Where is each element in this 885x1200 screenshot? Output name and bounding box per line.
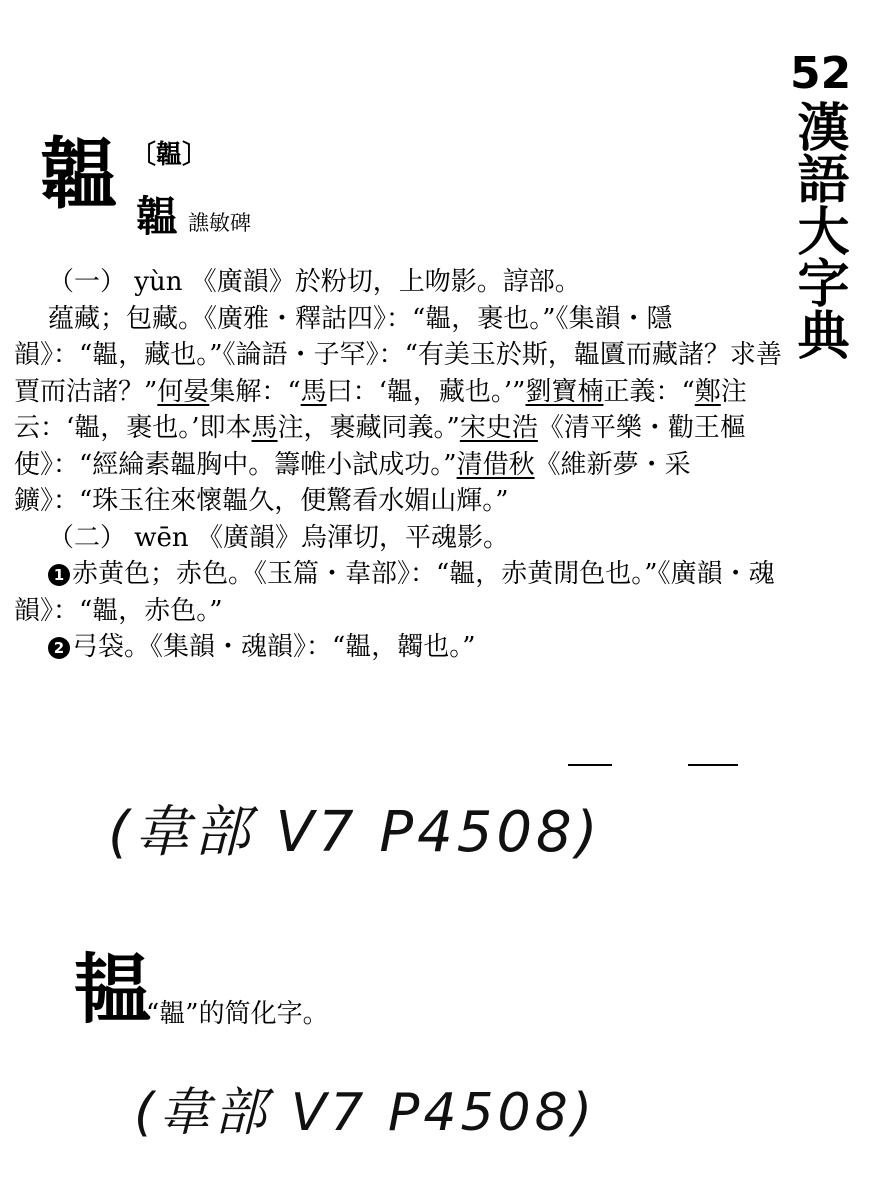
sense-2 (14, 629, 784, 666)
reading-2-label: （二） (48, 522, 127, 553)
reading-2-pinyin: wēn (134, 522, 189, 553)
person-name: 借秋 (482, 449, 535, 480)
sense-1 (14, 556, 784, 629)
reading-2-header (14, 520, 784, 557)
variant-bracket: 〔韞〕 (130, 140, 209, 170)
handwritten-annotation: (韋部 V7 P4508) (108, 800, 602, 865)
sense-number-2: 2 (48, 637, 70, 659)
volume-number: 52 (790, 48, 852, 99)
reading-1-label: （一） (48, 267, 127, 297)
variant-glyph: 韞 (136, 192, 179, 241)
reading-1-header (14, 264, 784, 301)
sense-1-text: 赤黄色；赤色。《玉篇・韋部》：“韞，赤黄閒色也。”《廣韻・魂韻》：“韞，赤色。” (14, 559, 775, 626)
dynasty-name: 清 (456, 449, 483, 480)
reading-1-pinyin: yùn (134, 267, 183, 297)
person-name: 劉寶楠 (525, 376, 604, 407)
dictionary-name: 漢語大字典 (788, 100, 849, 360)
divider (688, 764, 738, 766)
person-name: 馬 (251, 413, 278, 443)
headword: 韞 (40, 129, 119, 220)
reading-1-source: 《廣韻》於粉切，上吻影。諄部。 (190, 267, 581, 297)
reading-1-text: 蕴藏；包藏。《廣雅・釋詁四》：“韞，裹也。”《集韻・隱韻》：“韞，藏也。”《論語・子罕》：“有美玉於斯，韞匵而藏諸？求善賈而沽諸？”何晏集解：“馬曰：‘韞，藏也。’”劉寶楠正義：“鄭注云：‘韞，裹也。’即本馬注，裹藏同義。”宋史浩《清平樂・勸王樞使》：“經綸素韞胸中。籌帷小試成功。”清借秋《維新夢・采鑛》：“珠玉往來懷韞久，便驚看水媚山輝。” (14, 303, 782, 516)
person-name: 宋史浩 (459, 413, 538, 443)
person-name: 鄭 (694, 376, 721, 407)
sense-2-text: 弓袋。《集韻・魂韻》：“韞，韣也。” (72, 632, 476, 662)
variant-source: 譙敏碑 (188, 211, 251, 235)
reading-2-source: 《廣韻》烏渾切，平魂影。 (196, 522, 509, 553)
divider (568, 764, 612, 766)
simplified-note: “韞”的简化字。 (146, 999, 329, 1029)
headword-simplified: 韫 (74, 945, 150, 1034)
person-name: 馬 (300, 376, 327, 407)
handwritten-annotation: (韋部 V7 P4508) (134, 1083, 596, 1143)
sense-number-1: 1 (48, 564, 70, 586)
person-name: 何晏 (157, 376, 210, 407)
entry-body (14, 264, 784, 666)
